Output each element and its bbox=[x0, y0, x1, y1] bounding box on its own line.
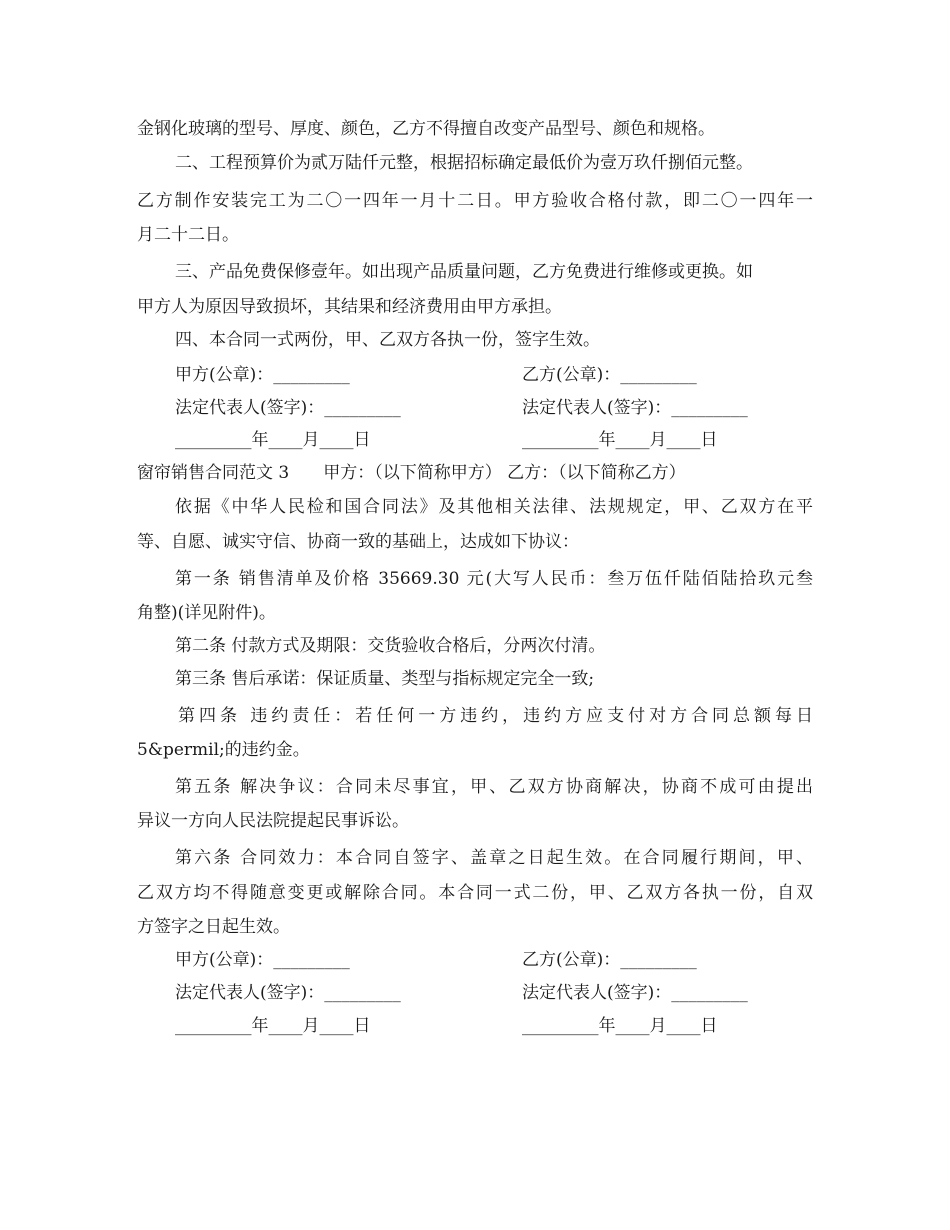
text-line: 5&permil;的违约金。 bbox=[137, 740, 310, 760]
party-a-seal: 甲方(公章)：_________ bbox=[175, 950, 350, 970]
text-line: 乙双方均不得随意变更或解除合同。本合同一式二份，甲、乙双方各执一份，自双 bbox=[137, 883, 813, 903]
text-line: 乙方制作安装完工为二〇一四年一月十二日。甲方验收合格付款，即二〇一四年一 bbox=[137, 191, 813, 211]
preamble: 依据《中华人民检和国合同法》及其他相关法律、法规规定，甲、乙双方在平 bbox=[175, 497, 813, 517]
party-a-representative: 法定代表人(签字)：_________ bbox=[175, 398, 401, 418]
article-6: 第六条 合同效力：本合同自签字、盖章之日起生效。在合同履行期间，甲、 bbox=[175, 848, 813, 868]
party-a-seal: 甲方(公章)：_________ bbox=[175, 365, 350, 385]
text-line: 甲方人为原因导致损坏，其结果和经济费用由甲方承担。 bbox=[137, 297, 562, 317]
article-5: 第五条 解决争议：合同未尽事宜，甲、乙双方协商解决，协商不成可由提出 bbox=[175, 777, 813, 797]
section-title: 窗帘销售合同范文 3 甲方：（以下简称甲方） 乙方：（以下简称乙方） bbox=[137, 463, 686, 483]
clause-4-copies: 四、本合同一式两份，甲、乙双方各执一份，签字生效。 bbox=[175, 330, 600, 350]
text-line: 金钢化玻璃的型号、厚度、颜色，乙方不得擅自改变产品型号、颜色和规格。 bbox=[137, 119, 715, 139]
text-line: 异议一方向人民法院提起民事诉讼。 bbox=[137, 811, 409, 831]
text-line: 等、自愿、诚实守信、协商一致的基础上，达成如下协议： bbox=[137, 532, 579, 552]
party-a-date: _________年____月____日 bbox=[175, 430, 371, 450]
party-b-representative: 法定代表人(签字)：_________ bbox=[522, 398, 748, 418]
party-b-date: _________年____月____日 bbox=[522, 1016, 718, 1036]
party-b-seal: 乙方(公章)：_________ bbox=[522, 950, 697, 970]
text-line: 角整)(详见附件)。 bbox=[137, 603, 276, 623]
article-1: 第一条 销售清单及价格 35669.30 元(大写人民币：叁万伍仟陆佰陆拾玖元叁 bbox=[175, 569, 813, 589]
party-b-representative: 法定代表人(签字)：_________ bbox=[522, 983, 748, 1003]
party-b-date: _________年____月____日 bbox=[522, 430, 718, 450]
party-a-representative: 法定代表人(签字)：_________ bbox=[175, 983, 401, 1003]
party-b-seal: 乙方(公章)：_________ bbox=[522, 365, 697, 385]
clause-3-warranty: 三、产品免费保修壹年。如出现产品质量问题，乙方免费进行维修或更换。如 bbox=[175, 262, 753, 282]
party-a-date: _________年____月____日 bbox=[175, 1016, 371, 1036]
article-4: 第四条 违约责任：若任何一方违约，违约方应支付对方合同总额每日 bbox=[178, 706, 813, 726]
article-2: 第二条 付款方式及期限：交货验收合格后，分两次付清。 bbox=[175, 636, 606, 656]
text-line: 方签字之日起生效。 bbox=[137, 917, 290, 937]
article-3: 第三条 售后承诺：保证质量、类型与指标规定完全一致; bbox=[175, 669, 595, 689]
text-line: 月二十二日。 bbox=[137, 225, 239, 245]
clause-2-price: 二、工程预算价为贰万陆仟元整，根据招标确定最低价为壹万玖仟捌佰元整。 bbox=[175, 153, 753, 173]
